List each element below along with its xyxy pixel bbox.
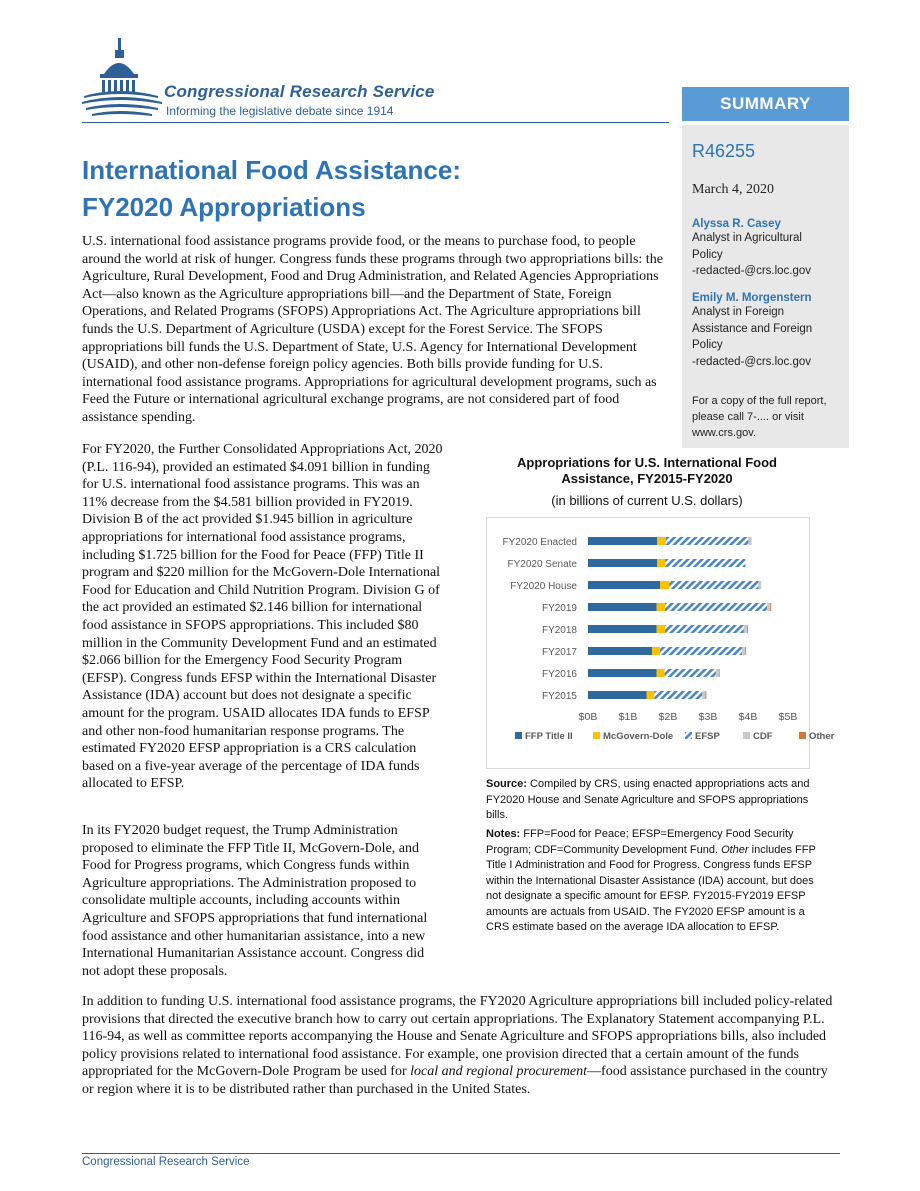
chart-notes (486, 827, 831, 936)
summary-tab: SUMMARY (682, 87, 849, 121)
bar-mcgovern-dole (657, 603, 665, 611)
bar-efsp (666, 537, 749, 545)
chart-subtitle: (in billions of current U.S. dollars) (551, 493, 743, 508)
bar-efsp (665, 603, 767, 611)
source-text: Compiled by CRS, using enacted appropriations acts and FY2020 House and Senate Agriculture and SFOPS appropriations bills. (486, 778, 810, 821)
bar-efsp (665, 669, 716, 677)
source-label: Source: (486, 778, 527, 790)
bar-ffp-title-ii (588, 581, 660, 589)
bar-mcgovern-dole (657, 669, 665, 677)
bar-other (747, 625, 748, 633)
legend-swatch (515, 732, 522, 739)
bar-ffp-title-ii (588, 691, 647, 699)
fy2020-paragraph: For FY2020, the Further Consolidated Appropriations Act, 2020 (P.L. 116-94), provided an estimated $4.091 billion in funding for U.S. international food assistance programs. This was an 11% decrease from the $4.581 billion provided in FY2019. Division B of the act provided $1.945 billion in agriculture appropriations for international food assistance programs, including $1.725 billion for the Food for Peace (FFP) Title II program and $220 million for the McGovern-Dole International Food for Education and Child Nutrition Program. Division G of the act provided an estimated $2.146 billion for international food assistance in SFOPS appropriations. This included $80 million in the Community Development Fund and an estimated $2.066 billion for the Emergency Food Security Program (EFSP). Congress funds EFSP within the International Disaster Assistance (IDA) account but does not designate a specific amount for the program. USAID allocates IDA funds to EFSP and other non-food humanitarian response programs. The estimated FY2020 EFSP appropriation is a CRS calculation based on a five-year average of the percentage of IDA funds allocated to EFSP. (82, 442, 443, 792)
category-label: FY2015 (541, 691, 577, 702)
bar-cdf (744, 625, 747, 633)
bar-cdf (742, 647, 745, 655)
copy-note: For a copy of the full report, please call 7-.... or visit www.crs.gov. (692, 395, 827, 439)
author-name: Emily M. Morgenstern (692, 292, 812, 304)
legend-swatch (799, 732, 806, 739)
bar-mcgovern-dole (647, 691, 655, 699)
author-title: Analyst in Agricultural (692, 232, 802, 244)
bar-cdf (702, 691, 705, 699)
budget-request-paragraph: In its FY2020 budget request, the Trump Administration proposed to eliminate the FFP Title II, McGovern-Dole, and Food for Progress programs, which Congress funds within Agriculture appropriations. The Administration proposed to consolidate multiple accounts, including accounts within Agriculture and SFOPS appropriations that fund international food assistance and other humanitarian assistance, into a new International Humanitarian Assistance account. Congress did not adopt these proposals. (82, 823, 428, 979)
bar-mcgovern-dole (657, 559, 665, 567)
legend-swatch (685, 732, 692, 739)
author-email: -redacted-@crs.loc.gov (692, 355, 812, 368)
legend-label: EFSP (695, 731, 720, 742)
author-title: Policy (692, 248, 723, 261)
author-title: Analyst in Foreign (692, 306, 785, 318)
policy-text: In addition to funding U.S. international food assistance programs, the FY2020 Agriculture appropriations bill included policy-related provisions that directed the executive branch how to carry out certain appropriations. The Explanatory Statement accompanying P.L. 116-94, as well as committee reports accompanying the House and Senate Agriculture and SFOPS appropriations bills, also included policy provisions related to international food assistance. For example, one provision directed that a certain amount of the funds appropriated for the McGovern-Dole Program be used for (82, 994, 833, 1080)
policy-text-end: —food assistance purchased in the country or region where it is to be distributed rather than purchased in the United States. (82, 1064, 828, 1097)
author-name: Alyssa R. Casey (692, 218, 781, 230)
bar-efsp (660, 647, 742, 655)
notes-text-end: includes FFP Title I Administration and Food for Progress. Congress funds EFSP within the International Disaster Assistance (IDA) account, but does not designate a specific amount for EFSP. FY2015-FY2019 EFSP amounts are actuals from USAID. The FY2020 EFSP amount is a CRS estimate based on the average IDA allocation to EFSP. (486, 843, 816, 933)
footer-rule (82, 1153, 840, 1154)
bar-mcgovern-dole (657, 625, 665, 633)
bar-mcgovern-dole (657, 537, 666, 545)
title-line-2: FY2020 Appropriations (82, 192, 366, 222)
author-title: Assistance and Foreign (692, 322, 813, 335)
policy-paragraph (82, 993, 840, 1099)
notes-emphasis: Other (721, 843, 749, 856)
bar-cdf (758, 581, 761, 589)
legend-swatch (593, 732, 600, 739)
author-block-1 (692, 218, 844, 280)
bar-other (745, 647, 746, 655)
chart-frame (486, 517, 835, 769)
bar-ffp-title-ii (588, 559, 657, 567)
category-label: FY2017 (541, 647, 577, 658)
bar-cdf (748, 537, 751, 545)
category-label: FY2020 Senate (507, 559, 577, 570)
intro-paragraph: U.S. international food assistance programs provide food, or the means to purchase food, to people around the world at risk of hunger. Congress funds these programs through two appropriations bills: the Agriculture, Rural Development, Food and Drug Administration, and Related Agencies Appropriations Act—also known as the Agriculture appropriations bill—and the Department of State, Foreign Operations, and Related Programs (SFOPS) Appropriations Act. The Agriculture appropriations bill funds the U.S. Department of Agriculture (USDA) except for the Forest Service. The SFOPS appropriations bill funds the U.S. Department of State, U.S. Agency for International Development (USAID), and other non-defense foreign policy agencies. Both bills provide funding for U.S. international food assistance programs. Appropriations for agricultural development programs, such as Feed the Future or international agricultural exchange programs, are not considered part of food assistance spending. (82, 234, 663, 425)
category-label: FY2018 (541, 625, 577, 636)
x-tick-label: $3B (698, 711, 718, 723)
policy-emphasis: local and regional procurement (410, 1064, 588, 1080)
bar-mcgovern-dole (660, 581, 669, 589)
capitol-dome-logo (82, 34, 162, 120)
x-tick-label: $5B (778, 711, 798, 723)
legend-label: CDF (753, 731, 773, 742)
chart-source (486, 777, 831, 824)
bar-other (706, 691, 707, 699)
bar-cdf (767, 603, 770, 611)
bar-efsp (654, 691, 702, 699)
category-label: FY2020 Enacted (502, 537, 577, 548)
author-title: Policy (692, 339, 723, 351)
bar-other (770, 603, 771, 611)
bar-cdf (716, 669, 719, 677)
legend-label: FFP Title II (525, 731, 573, 742)
notes-text: FFP=Food for Peace; EFSP=Emergency Food Security Program; CDF=Community Development Fund. (486, 828, 794, 856)
bar-ffp-title-ii (588, 647, 652, 655)
legend-swatch (743, 732, 750, 739)
x-tick-label: $0B (578, 711, 598, 723)
bar-other (719, 669, 720, 677)
category-label: FY2020 House (510, 581, 577, 592)
bar-efsp (669, 581, 758, 589)
bar-ffp-title-ii (588, 625, 657, 633)
legend-label: McGovern-Dole (603, 731, 674, 742)
report-date: March 4, 2020 (692, 182, 775, 197)
footer-text: Congressional Research Service (82, 1156, 250, 1168)
bar-efsp (665, 625, 744, 633)
category-label: FY2019 (541, 603, 577, 614)
author-block-2 (692, 292, 844, 370)
chart-title: Appropriations for U.S. International Food Assistance, FY2015-FY2020 (517, 455, 777, 486)
bar-ffp-title-ii (588, 669, 657, 677)
report-number: R46255 (692, 141, 756, 161)
chart (487, 518, 835, 768)
bar-ffp-title-ii (588, 603, 657, 611)
bar-ffp-title-ii (588, 537, 657, 545)
page-title (82, 152, 662, 226)
author-email: -redacted-@crs.loc.gov (692, 265, 812, 277)
org-tagline: Informing the legislative debate since 1914 (166, 104, 394, 118)
x-tick-label: $2B (658, 711, 678, 723)
bar-mcgovern-dole (652, 647, 660, 655)
title-line-1: International Food Assistance: (82, 155, 461, 185)
notes-label: Notes: (486, 828, 521, 840)
bar-efsp (665, 559, 745, 567)
x-tick-label: $4B (738, 711, 758, 723)
category-label: FY2016 (541, 669, 577, 680)
org-name: Congressional Research Service (164, 82, 435, 101)
x-tick-label: $1B (618, 711, 638, 723)
header-rule (82, 122, 669, 123)
legend-label: Other (809, 731, 835, 742)
